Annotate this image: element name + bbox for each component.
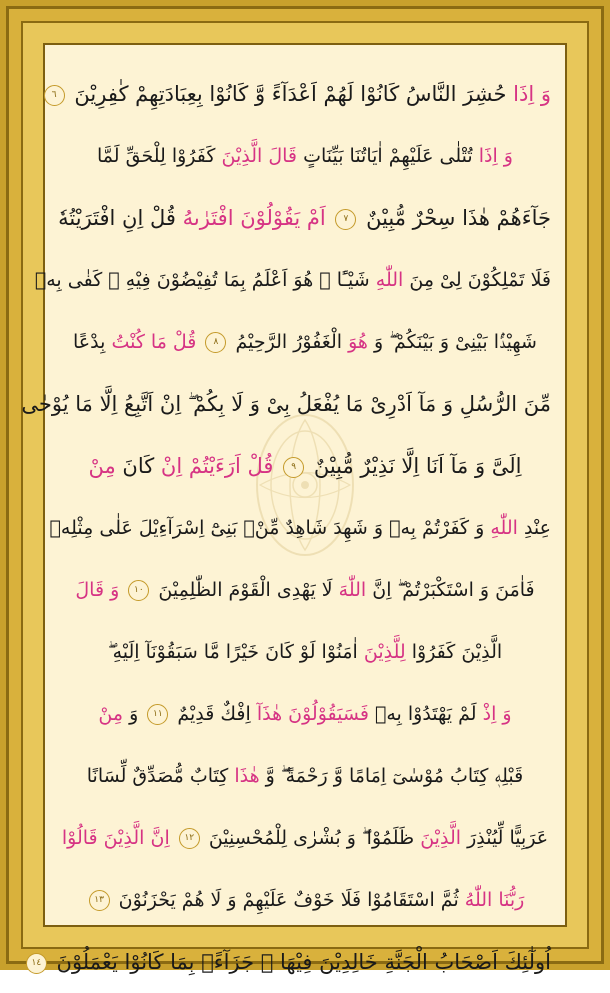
scripture-line	[59, 621, 551, 683]
scripture-line	[59, 125, 551, 187]
scripture-word-group: اللّٰهُ	[464, 889, 493, 911]
scripture-word-group: مِنْ	[88, 454, 116, 478]
scripture-word-group: اللّٰهِ	[375, 269, 404, 291]
ayah-number-badge[interactable]: ٧	[335, 209, 356, 230]
scripture-word-group: اَمْ يَقُوْلُوْنَ افْتَرٰىهُ	[182, 206, 326, 230]
scripture-word-group: مِنْ	[98, 703, 124, 725]
page-frame-middle	[21, 21, 589, 974]
scripture-word-group: الْغَفُوْرُ الرَّحِيْمُ	[235, 331, 343, 353]
scripture-word-group: هٰذَا	[234, 765, 260, 787]
scripture-word-group: فَلَا تَمْلِكُوْنَ لِىْ مِنَ	[409, 269, 551, 291]
scripture-word-group: عِنْدِ	[523, 517, 551, 539]
scripture-word-group: الَّذِيْنَ كَفَرُوْا	[411, 641, 503, 663]
page-frame-inner	[21, 43, 567, 974]
scripture-word-group: اُولٰٓئِكَ اَصْحَابُ الْجَنَّةِ خَالِدِيْنَ فِيْهَا ۖ جَزَآءًۢ بِمَا كَانُوْا يَعْمَلُوْنَ	[56, 950, 551, 974]
scripture-line	[51, 63, 551, 125]
scripture-word-group: الَّذِيْنَ	[420, 827, 462, 849]
scripture-word-group: وَ اِذْ	[482, 703, 512, 725]
ayah-number-badge[interactable]: ١٢	[179, 828, 200, 849]
scripture-word-group: كَفَرُوْا لِلْحَقِّ لَمَّا	[97, 145, 216, 167]
scripture-word-group: هٰذَآ	[256, 703, 283, 725]
scripture-word-group: ظَلَمُوْا ۖ وَ بُشْرٰى لِلْمُحْسِنِيْنَ	[208, 827, 415, 849]
scripture-word-group: لَا يَهْدِى الْقَوْمَ الظّٰلِمِيْنَ	[158, 579, 333, 601]
scripture-word-group: وَ قَالَ	[75, 579, 120, 601]
scripture-line	[59, 807, 551, 869]
scripture-word-group: لَمْ يَهْتَدُوْا بِهٖ	[374, 703, 477, 725]
scripture-word-group: اِفْكٌ قَدِيْمٌ	[177, 703, 251, 725]
scripture-word-group: قُلْ مَا كُنْتُ	[111, 331, 197, 353]
scripture-word-group: جَآءَهُمْ هٰذَا سِحْرٌ مُّبِيْنٌ	[366, 206, 551, 230]
scripture-word-group: بِدْعًا	[73, 331, 106, 353]
ayah-number-badge[interactable]: ٦	[44, 85, 65, 106]
page-frame-outer	[6, 6, 604, 974]
scripture-word-group: قَبْلِهٖ كِتَابُ مُوْسٰىٓ اِمَامًا وَّ رَحْمَةً ۖ وَّ	[265, 765, 524, 787]
scripture-line	[59, 869, 551, 931]
scripture-word-group: مِّنَ الرُّسُلِ وَ مَآ اَدْرِىْ مَا يُفْعَلُ بِىْ وَ لَا بِكُمْ ۖ اِنْ اَتَّبِعُ اِلَّا مَا يُوْحٰى	[21, 392, 551, 416]
scripture-line	[59, 311, 551, 373]
scripture-line	[59, 187, 551, 249]
scripture-word-group: اللّٰهَ	[338, 579, 367, 601]
scripture-word-group: قُلْ اِنِ افْتَرَيْتُهٗ	[58, 206, 176, 230]
scripture-word-group: رَبُّنَا	[498, 889, 525, 911]
scripture-word-group: اللّٰهِ	[490, 517, 518, 539]
scripture-line	[59, 683, 551, 745]
scripture-line	[49, 497, 551, 559]
ayah-number-badge[interactable]: ١٣	[89, 890, 110, 911]
ayah-number-badge[interactable]: ٨	[205, 332, 226, 353]
scripture-word-group: فَاٰمَنَ وَ اسْتَكْبَرْتُمْ ۖ اِنَّ	[372, 579, 535, 601]
scripture-word-group: فَسَيَقُوْلُوْنَ	[288, 703, 369, 725]
scripture-word-group: كِتَابٌ مُّصَدِّقٌ لِّسَانًا	[86, 765, 229, 787]
ayah-number-badge[interactable]: ١٠	[128, 580, 149, 601]
ayah-number-badge[interactable]: ٩	[283, 457, 304, 478]
scripture-word-group: هُوَ	[348, 331, 368, 353]
scripture-word-group: قُلْ اَرَءَيْتُمْ اِنْ	[160, 454, 274, 478]
scripture-line	[34, 249, 551, 311]
scripture-line	[59, 745, 551, 807]
scripture-text-area	[21, 45, 565, 974]
scripture-line	[31, 931, 551, 993]
scripture-word-group: اِنَّ الَّذِيْنَ	[103, 827, 170, 849]
ayah-number-badge[interactable]: ١١	[147, 704, 168, 725]
scripture-word-group: عَرَبِيًّا لِّيُنْذِرَ	[467, 827, 549, 849]
scripture-word-group: كَانَ	[122, 454, 155, 478]
scripture-line	[59, 435, 551, 497]
scripture-word-group: شَهِيْدًۢا بَيْنِىْ وَ بَيْنَكُمْ ۖ وَ	[373, 331, 537, 353]
scripture-word-group: وَ كَفَرْتُمْ بِهٖ وَ شَهِدَ شَاهِدٌ مِّنْۢ بَنِىْٓ اِسْرَآءِيْلَ عَلٰى مِثْلِهٖ	[49, 517, 485, 539]
scripture-word-group: وَ اِذَا	[513, 82, 551, 106]
scripture-word-group: ثُمَّ اسْتَقَامُوْا فَلَا خَوْفٌ عَلَيْهِمْ وَ لَا هُمْ يَحْزَنُوْنَ	[118, 889, 459, 911]
ayah-number-badge[interactable]: ١٤	[26, 953, 47, 974]
scripture-line	[59, 559, 551, 621]
scripture-line	[21, 373, 551, 435]
scripture-word-group: اِلَىَّ وَ مَآ اَنَا اِلَّا نَذِيْرٌ مُّبِيْنٌ	[313, 454, 522, 478]
scripture-word-group: وَ اِذَا	[478, 145, 513, 167]
scripture-word-group: شَيْـًٔا ۖ هُوَ اَعْلَمُ بِمَا تُفِيْضُوْنَ فِيْهِ ۖ كَفٰى بِهٖ	[34, 269, 370, 291]
scripture-word-group: اٰمَنُوْا لَوْ كَانَ خَيْرًا مَّا سَبَقُوْنَآ اِلَيْهِ ۖ	[107, 641, 358, 663]
scripture-word-group: تُتْلٰى عَلَيْهِمْ اٰيَاتُنَا بَيِّنَاتٍ	[303, 145, 473, 167]
scripture-word-group: لِلَّذِيْنَ	[363, 641, 406, 663]
scripture-word-group: وَ	[129, 703, 139, 725]
scripture-word-group: قَالُوْا	[61, 827, 98, 849]
scripture-word-group: قَالَ الَّذِيْنَ	[221, 145, 298, 167]
scripture-word-group: حُشِرَ النَّاسُ كَانُوْا لَهُمْ اَعْدَآءً وَّ كَانُوْا بِعِبَادَتِهِمْ كٰفِرِيْنَ	[74, 82, 507, 106]
